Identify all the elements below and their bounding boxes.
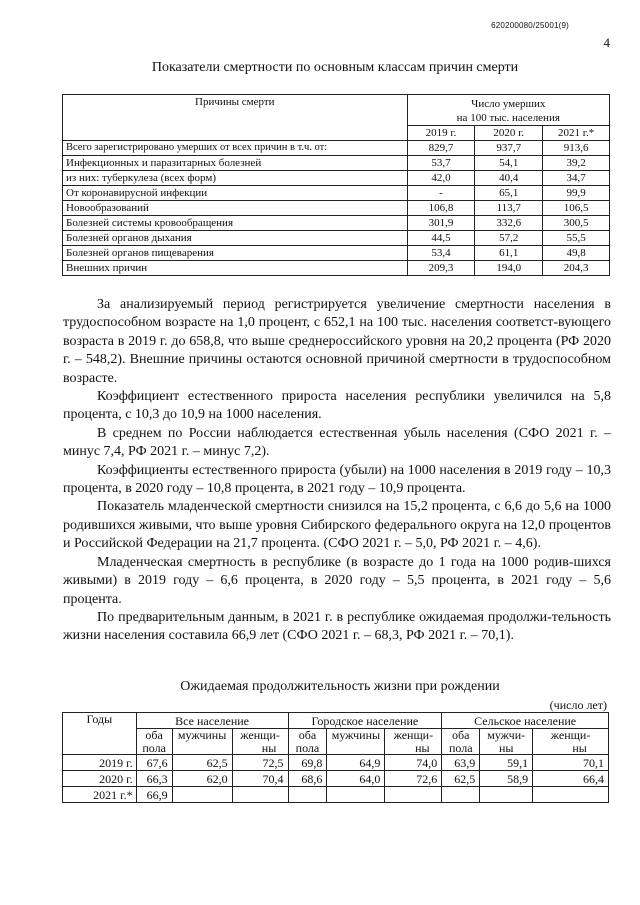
year-header: 2020 г. [475,126,543,141]
deaths-header-line2: на 100 тыс. населения [456,112,560,124]
life-value-cell: 66,3 [136,771,172,787]
rate-cell: 57,2 [475,231,543,246]
rate-cell: 40,4 [475,171,543,186]
mortality-row [63,186,610,201]
life-value-cell [288,787,327,803]
life-value-cell: 66,9 [136,787,172,803]
mortality-row [63,171,610,186]
rate-cell: 204,3 [543,261,610,276]
rate-cell: 113,7 [475,201,543,216]
life-value-cell [327,787,385,803]
life-header-row [63,713,609,729]
paragraph: Показатель младенческой смертности снизился на 15,2 процента, с 6,6 до 5,6 на 1000 родившихся живыми, что выше уровня Сибирского федерального округа на 12,0 процентов и Российской Федерации на 21,7 процента. (СФО 2021 г. – 5,0, РФ 2021 г. – 4,6). [63,499,611,552]
rate-cell: 65,1 [475,186,543,201]
cause-cell: От коронавирусной инфекции [63,186,408,201]
document-id: 620200080/25001(9) [491,21,569,30]
rate-cell: 49,8 [543,246,610,261]
rate-cell: 301,9 [407,216,475,231]
life-value-cell [172,787,232,803]
life-value-cell: 68,6 [288,771,327,787]
rate-cell: 194,0 [475,261,543,276]
men-header: мужчины [327,729,385,755]
life-value-cell: 67,6 [136,755,172,771]
rate-cell: 53,4 [407,246,475,261]
rate-cell: 53,7 [407,156,475,171]
men-header: мужчи- ны [480,729,533,755]
women-header: женщи- ны [232,729,288,755]
page-number: 4 [603,35,610,50]
life-value-cell: 63,9 [442,755,480,771]
mortality-table [62,94,610,276]
life-value-cell: 66,4 [533,771,609,787]
rate-cell: 829,7 [407,141,475,156]
rate-cell: 332,6 [475,216,543,231]
both-sexes-header: оба пола [136,729,172,755]
group-header: Городское население [288,713,442,729]
rate-cell: - [407,186,475,201]
year-header: 2021 г.* [543,126,610,141]
life-value-cell [232,787,288,803]
life-value-cell: 64,0 [327,771,385,787]
year-cell: 2021 г.* [63,787,137,803]
life-table-title: Ожидаемая продолжительность жизни при рождении [180,679,500,694]
cause-cell: Внешних причин [63,261,408,276]
life-expectancy-table [62,712,609,803]
paragraph: Коэффициенты естественного прироста (убыли) на 1000 населения в 2019 году – 10,3 процента, в 2020 году – 10,8 процента, в 2021 году – 10,9 процента. [63,462,611,497]
paragraph: По предварительным данным, в 2021 г. в республике ожидаемая продолжи-тельность жизни населения составила 66,9 лет (СФО 2021 г. – 68,3, РФ 2021 г. – 70,1). [63,609,611,644]
cause-cell: Всего зарегистрировано умерших от всех причин в т.ч. от: [63,141,408,156]
mortality-row [63,141,610,156]
women-header: женщи- ны [385,729,442,755]
mortality-row [63,231,610,246]
life-value-cell: 69,8 [288,755,327,771]
life-value-cell: 70,4 [232,771,288,787]
rate-cell: 39,2 [543,156,610,171]
men-header: мужчины [172,729,232,755]
mortality-row [63,261,610,276]
reason-column-header: Причины смерти [63,95,408,141]
mortality-row [63,216,610,231]
rate-cell: 209,3 [407,261,475,276]
rate-cell: 44,5 [407,231,475,246]
rate-cell: 34,7 [543,171,610,186]
mortality-header-row [63,95,610,126]
year-header: 2019 г. [407,126,475,141]
life-subheader-row [63,729,609,755]
mortality-row [63,156,610,171]
mortality-row [63,246,610,261]
rate-cell: 106,5 [543,201,610,216]
cause-cell: Инфекционных и паразитарных болезней [63,156,408,171]
life-value-cell: 74,0 [385,755,442,771]
rate-cell: 54,1 [475,156,543,171]
rate-cell: 937,7 [475,141,543,156]
life-value-cell: 72,5 [232,755,288,771]
paragraph: За анализируемый период регистрируется увеличение смертности населения в трудоспособном возрасте на 1,0 процент, с 652,1 на 100 тыс. населения соответст-вующего возраста в 2019 г. до 658,8, что выше среднероссийского уровня на 20,2 процента (РФ 2020 г. – 548,2). Внешние причины остаются основной причиной смертности в трудоспособном возрасте. [63,297,611,386]
year-cell: 2020 г. [63,771,137,787]
group-header: Сельское население [442,713,609,729]
life-row [63,787,609,803]
life-value-cell: 72,6 [385,771,442,787]
year-cell: 2019 г. [63,755,137,771]
life-value-cell [385,787,442,803]
life-value-cell: 62,0 [172,771,232,787]
deaths-group-header [407,95,609,126]
both-sexes-header: оба пола [288,729,327,755]
cause-cell: из них: туберкулеза (всех форм) [63,171,408,186]
life-value-cell: 58,9 [480,771,533,787]
group-header: Все население [136,713,288,729]
life-value-cell: 64,9 [327,755,385,771]
cause-cell: Болезней органов пищеварения [63,246,408,261]
rate-cell: 99,9 [543,186,610,201]
paragraph: Младенческая смертность в республике (в возрасте до 1 года на 1000 родив-шихся живыми) в 2019 году – 6,6 процента, в 2020 году – 5,5 процента, в 2021 году – 5,6 процента. [63,554,611,607]
rate-cell: 61,1 [475,246,543,261]
rate-cell: 106,8 [407,201,475,216]
life-value-cell: 62,5 [442,771,480,787]
life-value-cell [533,787,609,803]
deaths-header-line1: Число умерших [471,98,546,110]
rate-cell: 55,5 [543,231,610,246]
paragraph: Коэффициент естественного прироста населения республики увеличился на 5,8 процента, с 10,3 до 10,9 на 1000 населения. [63,389,611,423]
life-table-unit: (число лет) [549,698,607,712]
rate-cell: 300,5 [543,216,610,231]
cause-cell: Болезней системы кровообращения [63,216,408,231]
both-sexes-header: оба пола [442,729,480,755]
cause-cell: Новообразований [63,201,408,216]
life-row [63,755,609,771]
mortality-row [63,201,610,216]
cause-cell: Болезней органов дыхания [63,231,408,246]
body-text [63,296,611,646]
life-value-cell [442,787,480,803]
mortality-table-title: Показатели смертности по основным классам причин смерти [151,60,519,75]
life-value-cell [480,787,533,803]
rate-cell: 913,6 [543,141,610,156]
women-header: женщи- ны [533,729,609,755]
rate-cell: 42,0 [407,171,475,186]
life-value-cell: 70,1 [533,755,609,771]
life-row [63,771,609,787]
paragraph: В среднем по России наблюдается естественная убыль населения (СФО 2021 г. – минус 7,4, РФ 2021 г. – минус 7,2). [63,425,611,460]
life-value-cell: 62,5 [172,755,232,771]
life-value-cell: 59,1 [480,755,533,771]
years-column-header: Годы [63,713,137,755]
